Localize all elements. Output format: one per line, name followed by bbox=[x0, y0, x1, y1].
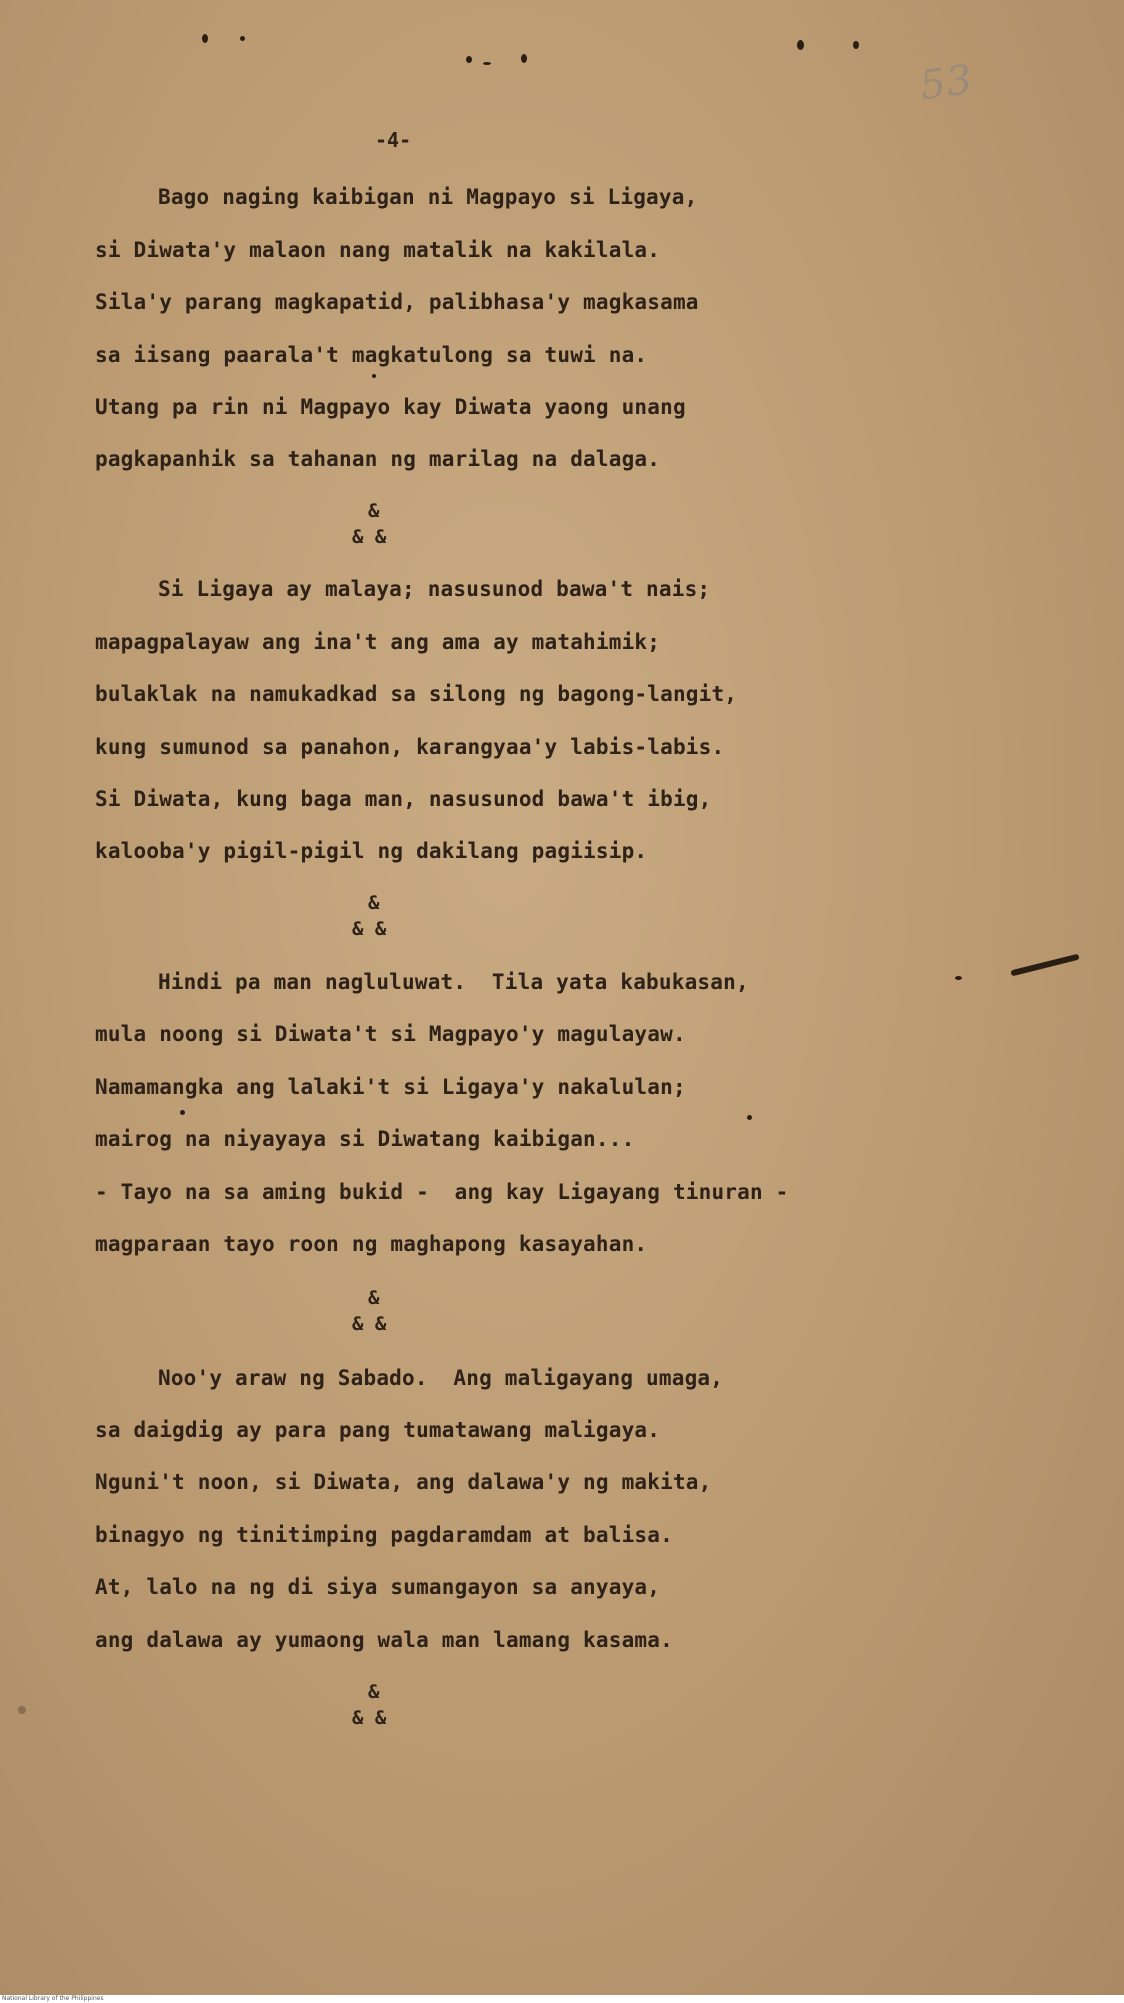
stanza-separator-top: & bbox=[368, 1681, 380, 1703]
verse-line: magparaan tayo roon ng maghapong kasayahan. bbox=[95, 1232, 648, 1256]
verse-line: mapagpalayaw ang ina't ang ama ay matahimik; bbox=[95, 630, 661, 654]
ink-speck bbox=[483, 62, 491, 65]
verse-line: ang dalawa ay yumaong wala man lamang kasama. bbox=[95, 1628, 673, 1652]
ink-speck bbox=[747, 1115, 752, 1120]
handwritten-page-number: 53 bbox=[917, 56, 976, 110]
verse-line: Nguni't noon, si Diwata, ang dalawa'y ng makita, bbox=[95, 1470, 712, 1494]
stanza-separator-top: & bbox=[368, 892, 380, 914]
ink-speck bbox=[955, 976, 962, 980]
verse-line: Hindi pa man nagluluwat. Tila yata kabukasan, bbox=[158, 970, 749, 994]
verse-line: kalooba'y pigil-pigil ng dakilang pagiisip. bbox=[95, 839, 648, 863]
verse-line: mairog na niyayaya si Diwatang kaibigan... bbox=[95, 1127, 635, 1151]
verse-line: pagkapanhik sa tahanan ng marilag na dalaga. bbox=[95, 447, 661, 471]
verse-line: Namamangka ang lalaki't si Ligaya'y nakalulan; bbox=[95, 1075, 686, 1099]
ink-speck bbox=[202, 34, 208, 43]
verse-line: - Tayo na sa aming bukid - ang kay Ligayang tinuran - bbox=[95, 1180, 789, 1204]
ink-speck bbox=[466, 56, 472, 63]
stanza-separator-top: & bbox=[368, 1287, 380, 1309]
verse-line: Utang pa rin ni Magpayo kay Diwata yaong unang bbox=[95, 395, 686, 419]
verse-line: At, lalo na ng di siya sumangayon sa anyaya, bbox=[95, 1575, 661, 1599]
verse-line: bulaklak na namukadkad sa silong ng bagong-langit, bbox=[95, 682, 738, 706]
ink-speck bbox=[797, 40, 804, 50]
verse-line: sa iisang paarala't magkatulong sa tuwi na. bbox=[95, 343, 648, 367]
verse-line: sa daigdig ay para pang tumatawang maligaya. bbox=[95, 1418, 661, 1442]
stanza-separator-bottom: & & bbox=[352, 526, 387, 548]
verse-line: Noo'y araw ng Sabado. Ang maligayang umaga, bbox=[158, 1366, 724, 1390]
verse-line: Bago naging kaibigan ni Magpayo si Ligaya, bbox=[158, 185, 698, 209]
ink-speck bbox=[18, 1706, 26, 1714]
ink-speck bbox=[521, 54, 527, 63]
stanza-separator-bottom: & & bbox=[352, 918, 387, 940]
verse-line: si Diwata'y malaon nang matalik na kakilala. bbox=[95, 238, 661, 262]
verse-line: Si Diwata, kung baga man, nasusunod bawa't ibig, bbox=[95, 787, 712, 811]
ink-speck bbox=[240, 36, 245, 41]
ink-speck bbox=[372, 374, 376, 378]
verse-line: Si Ligaya ay malaya; nasusunod bawa't nais; bbox=[158, 577, 711, 601]
stanza-separator-bottom: & & bbox=[352, 1313, 387, 1335]
stanza-separator-top: & bbox=[368, 500, 380, 522]
verse-line: Sila'y parang magkapatid, palibhasa'y magkasama bbox=[95, 290, 699, 314]
verse-line: mula noong si Diwata't si Magpayo'y magulayaw. bbox=[95, 1022, 686, 1046]
verse-line: binagyo ng tinitimping pagdaramdam at balisa. bbox=[95, 1523, 673, 1547]
ink-speck bbox=[180, 1110, 185, 1115]
typed-page-folio: -4- bbox=[375, 128, 412, 152]
archive-footer-credit: National Library of the Philippines bbox=[2, 1995, 104, 2002]
pen-stroke-mark bbox=[1010, 954, 1079, 977]
ink-speck bbox=[853, 41, 859, 49]
verse-line: kung sumunod sa panahon, karangyaa'y labis-labis. bbox=[95, 735, 725, 759]
stanza-separator-bottom: & & bbox=[352, 1707, 387, 1729]
